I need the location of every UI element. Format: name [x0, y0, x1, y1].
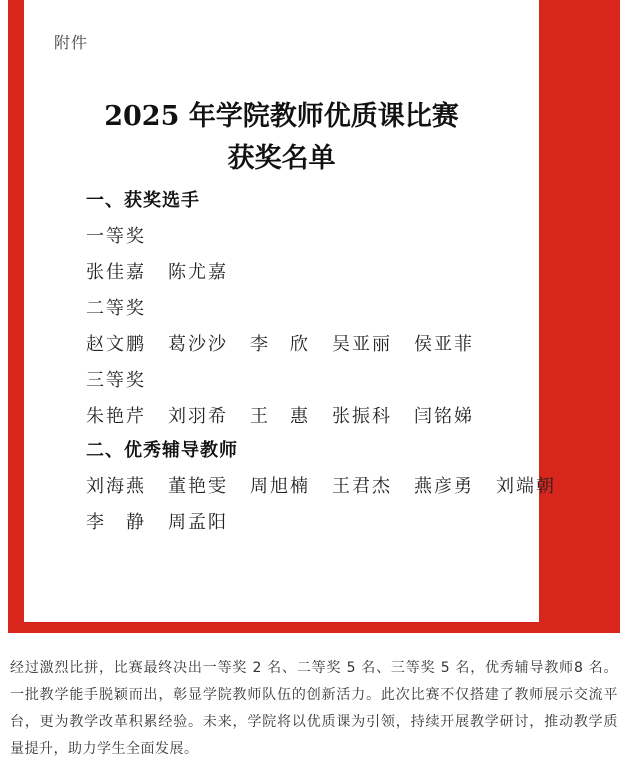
third-prize-label: 三等奖 [86, 370, 146, 391]
winner-name: 李 欣 [250, 334, 310, 355]
document-title-line2: 获奖名单 [227, 143, 336, 174]
advisor-name: 周孟阳 [168, 512, 228, 533]
advisor-name: 董艳雯 [168, 476, 228, 497]
section-heading-winners: 一、获奖选手 [86, 190, 200, 211]
advisor-name: 周旭楠 [250, 476, 310, 497]
section-heading-advisors: 二、优秀辅导教师 [86, 440, 238, 461]
advisor-names-row2 [86, 508, 228, 534]
article-caption: 经过激烈比拼，比赛最终决出一等奖 2 名、二等奖 5 名、三等奖 5 名，优秀辅导教师8 名。一批教学能手脱颖而出，彰显学院教师队伍的创新活力。此次比赛不仅搭建了教师展示交流平台，更为教学改革积累经验。未来，学院将以优质课为引领，持续开展教学研讨，推动教学质量提升，助力学生全面发展。 [10, 660, 618, 757]
advisor-name: 刘端朝 [496, 476, 556, 497]
first-prize-names [86, 258, 228, 284]
winner-name: 赵文鹏 [86, 334, 146, 355]
first-prize-label: 一等奖 [86, 226, 146, 247]
winner-name: 王 惠 [250, 406, 310, 427]
red-frame [8, 0, 620, 633]
advisor-name: 燕彦勇 [414, 476, 474, 497]
advisor-name: 刘海燕 [86, 476, 146, 497]
document-title-line1: 2025 年学院教师优质课比赛 [104, 101, 459, 132]
winner-name: 张振科 [332, 406, 392, 427]
winner-name: 张佳嘉 [86, 262, 146, 283]
second-prize-names [86, 330, 474, 356]
winner-name: 闫铭娣 [414, 406, 474, 427]
third-prize-names [86, 402, 474, 428]
winner-name: 朱艳芹 [86, 406, 146, 427]
attachment-label: 附件 [54, 33, 89, 52]
winner-name: 吴亚丽 [332, 334, 392, 355]
winner-name: 葛沙沙 [168, 334, 228, 355]
winner-name: 侯亚菲 [414, 334, 474, 355]
winner-name: 陈尤嘉 [168, 262, 228, 283]
advisor-name: 王君杰 [332, 476, 392, 497]
advisor-names-row1 [86, 472, 556, 498]
document-paper [24, 0, 556, 622]
advisor-name: 李 静 [86, 512, 146, 533]
winner-name: 刘羽希 [168, 406, 228, 427]
second-prize-label: 二等奖 [86, 298, 146, 319]
